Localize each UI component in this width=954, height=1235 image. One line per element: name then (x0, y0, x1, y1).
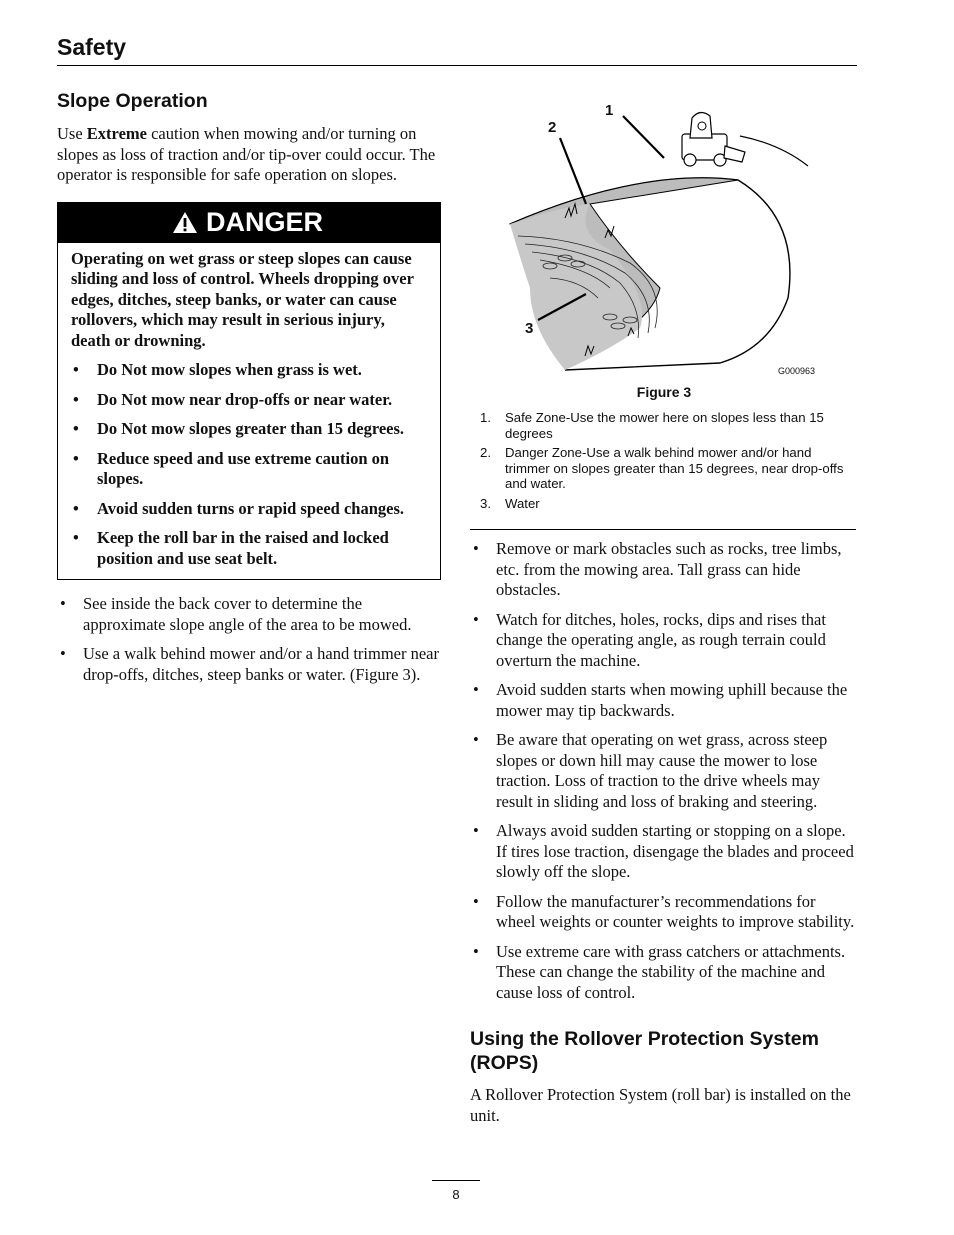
bullet-icon: • (73, 498, 79, 518)
left-column (57, 88, 445, 685)
figure-3 (470, 88, 858, 384)
figure-legend (470, 410, 858, 511)
intro-text-start: Use (57, 124, 87, 143)
page-header (57, 32, 857, 66)
bullet-icon: • (73, 448, 79, 468)
bullet-icon: • (60, 644, 66, 663)
list-item (470, 942, 858, 1004)
intro-text-end: caution when mowing and/or turning on slopes as loss of traction and/or tip-over could occur. The operator is responsible for safe operation on slopes. (57, 124, 436, 184)
warning-triangle-icon (172, 211, 198, 234)
bullet-icon: • (473, 821, 479, 840)
list-item (470, 730, 858, 812)
danger-list (71, 360, 428, 569)
danger-item-text: Do Not mow near drop-offs or near water. (97, 389, 393, 409)
list-item (57, 644, 445, 685)
figure-caption: Figure 3 (636, 384, 692, 400)
mower-icon (682, 112, 745, 166)
callout-label-2: 2 (548, 119, 557, 136)
list-item (470, 610, 858, 672)
danger-item (71, 528, 428, 569)
figure-code: G000963 (778, 366, 816, 376)
list-item (470, 539, 858, 601)
page-title: Safety (57, 34, 127, 60)
slope-illustration (470, 88, 858, 384)
intro-emphasis: Extreme (86, 124, 147, 143)
right-bullet-list (470, 539, 858, 1003)
list-item (470, 680, 858, 721)
danger-item (71, 449, 428, 490)
legend-text: Danger Zone-Use a walk behind mower and/or hand trimmer on slopes greater than 15 degrees, near drop-offs and water. (505, 445, 844, 491)
rops-text: A Rollover Protection System (roll bar) is installed on the unit. (470, 1085, 851, 1125)
list-item-text: Use extreme care with grass catchers or attachments. These can change the stability of the machine and cause loss of control. (496, 941, 846, 1002)
page-number: 8 (432, 1180, 480, 1202)
list-item-text: Avoid sudden starts when mowing uphill because the mower may tip backwards. (496, 680, 848, 720)
list-item (470, 821, 858, 883)
bullet-icon: • (473, 539, 479, 558)
section-heading-rops: Using the Rollover Protection System (ROPS) (470, 1028, 819, 1074)
bullet-icon: • (473, 680, 479, 699)
bullet-icon: • (73, 419, 79, 438)
legend-item (470, 410, 858, 441)
callout-label-1: 1 (605, 102, 614, 119)
legend-text: Safe Zone-Use the mower here on slopes less than 15 degrees (505, 410, 824, 441)
list-item (57, 594, 445, 635)
danger-item (71, 390, 428, 411)
bullet-icon: • (473, 891, 479, 911)
danger-body (58, 243, 440, 580)
list-item-text: Use a walk behind mower and/or a hand trimmer near drop-offs, ditches, steep banks or water. (Figure 3). (83, 644, 439, 684)
list-item-text: Be aware that operating on wet grass, across steep slopes or down hill may cause the mower to lose traction. Loss of traction to the drive wheels may result in sliding and loss of braking and steering. (496, 730, 828, 811)
callout-label-3: 3 (525, 320, 534, 337)
section-heading-slope-operation: Slope Operation (57, 90, 208, 112)
legend-number: 2. (480, 445, 491, 460)
legend-number: 1. (480, 410, 491, 425)
list-item-text: Follow the manufacturer’s recommendations for wheel weights or counter weights to improve stability. (496, 891, 855, 931)
right-column (470, 88, 858, 1126)
bullet-icon: • (73, 360, 79, 379)
list-item-text: Remove or mark obstacles such as rocks, tree limbs, etc. from the mowing area. Tall grass can hide obstacles. (496, 539, 842, 599)
bullet-icon: • (473, 941, 479, 961)
danger-item-text: Reduce speed and use extreme caution on slopes. (97, 448, 390, 488)
legend-item (470, 496, 858, 512)
danger-item-text: Do Not mow slopes when grass is wet. (97, 360, 362, 379)
danger-label: DANGER (206, 207, 324, 237)
danger-item-text: Do Not mow slopes greater than 15 degrees. (97, 419, 405, 438)
legend-item (470, 445, 858, 492)
danger-item (71, 419, 428, 440)
danger-header (58, 203, 440, 243)
slope-intro (57, 124, 445, 186)
bullet-icon: • (473, 609, 479, 629)
list-item-text: See inside the back cover to determine the approximate slope angle of the area to be mowed. (83, 594, 412, 634)
list-item (470, 892, 858, 933)
danger-item-text: Keep the roll bar in the raised and locked position and use seat belt. (97, 528, 389, 568)
list-item-text: Always avoid sudden starting or stopping on a slope. If tires lose traction, disengage the blades and proceed slowly off the slope. (496, 821, 854, 881)
bullet-icon: • (73, 389, 79, 409)
danger-item (71, 499, 428, 520)
danger-box (57, 202, 441, 581)
legend-number: 3. (480, 495, 491, 511)
danger-item-text: Avoid sudden turns or rapid speed changes. (97, 498, 404, 518)
danger-item (71, 360, 428, 381)
figure-divider (470, 529, 856, 530)
bullet-icon: • (473, 730, 479, 749)
list-item-text: Watch for ditches, holes, rocks, dips and rises that change the operating angle, as rough terrain could overturn the machine. (496, 609, 826, 670)
legend-text: Water (505, 495, 540, 511)
left-bullet-list (57, 594, 445, 685)
bullet-icon: • (73, 528, 79, 547)
bullet-icon: • (60, 594, 66, 613)
danger-intro: Operating on wet grass or steep slopes can cause sliding and loss of control. Wheels dropping over edges, ditches, steep banks, or water can cause rollovers, which may result in serious injury, death or drowning. (71, 248, 414, 350)
